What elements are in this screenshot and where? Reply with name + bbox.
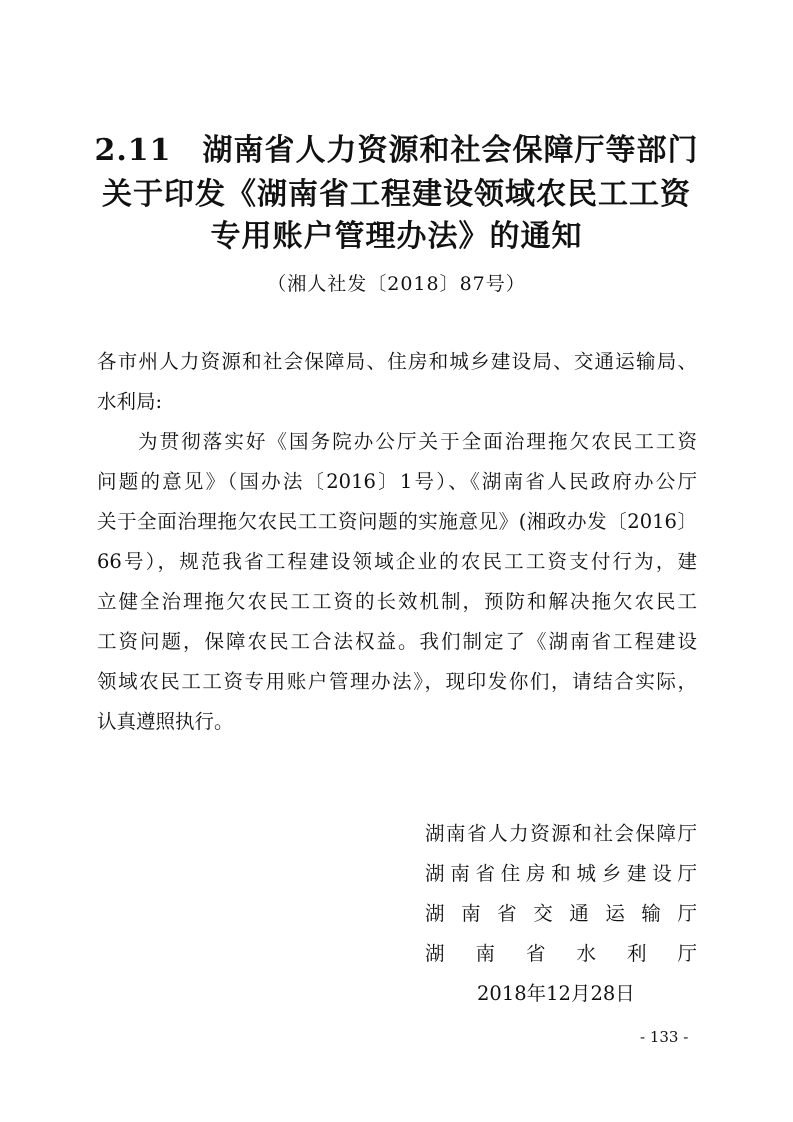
signature-water: 湖南省水利厅: [425, 942, 697, 965]
body-line-4: 66号），规范我省工程建设领域企业的农民工工资支付行为，建: [97, 550, 697, 573]
recipients-line-2: 水利局:: [97, 390, 163, 413]
page-number: - 133 -: [640, 1028, 689, 1046]
body-line-8: 认真遵照执行。: [97, 710, 234, 733]
signature-housing: 湖南省住房和城乡建设厅: [425, 862, 697, 885]
document-number: （湘人社发〔2018〕87号）: [267, 273, 526, 295]
body-line-6: 工资问题，保障农民工合法权益。我们制定了《湖南省工程建设: [97, 630, 697, 653]
body-line-3: 关于全面治理拖欠农民工工资问题的实施意见》(湘政办发〔2016〕: [97, 510, 697, 533]
body-line-2: 问题的意见》（国办法〔2016〕1号）、《湖南省人民政府办公厅: [97, 470, 697, 493]
signature-hrss: 湖南省人力资源和社会保障厅: [425, 822, 697, 845]
document-date: 2018年12月28日: [477, 982, 635, 1005]
signature-transport: 湖南省交通运输厅: [425, 902, 697, 925]
body-line-5: 立健全治理拖欠农民工工资的长效机制，预防和解决拖欠农民工: [97, 590, 697, 613]
page-title-line-3: 专用账户管理办法》的通知: [210, 219, 583, 254]
body-line-1: 为贯彻落实好《国务院办公厅关于全面治理拖欠农民工工资: [138, 430, 697, 453]
page-title-line-2: 关于印发《湖南省工程建设领域农民工工资: [102, 177, 691, 212]
recipients-line-1: 各市州人力资源和社会保障局、住房和城乡建设局、交通运输局、: [97, 350, 697, 373]
body-line-7: 领域农民工工资专用账户管理办法》，现印发你们，请结合实际，: [97, 670, 697, 693]
page-title-line-1: 2.11 湖南省人力资源和社会保障厅等部门: [94, 133, 699, 168]
